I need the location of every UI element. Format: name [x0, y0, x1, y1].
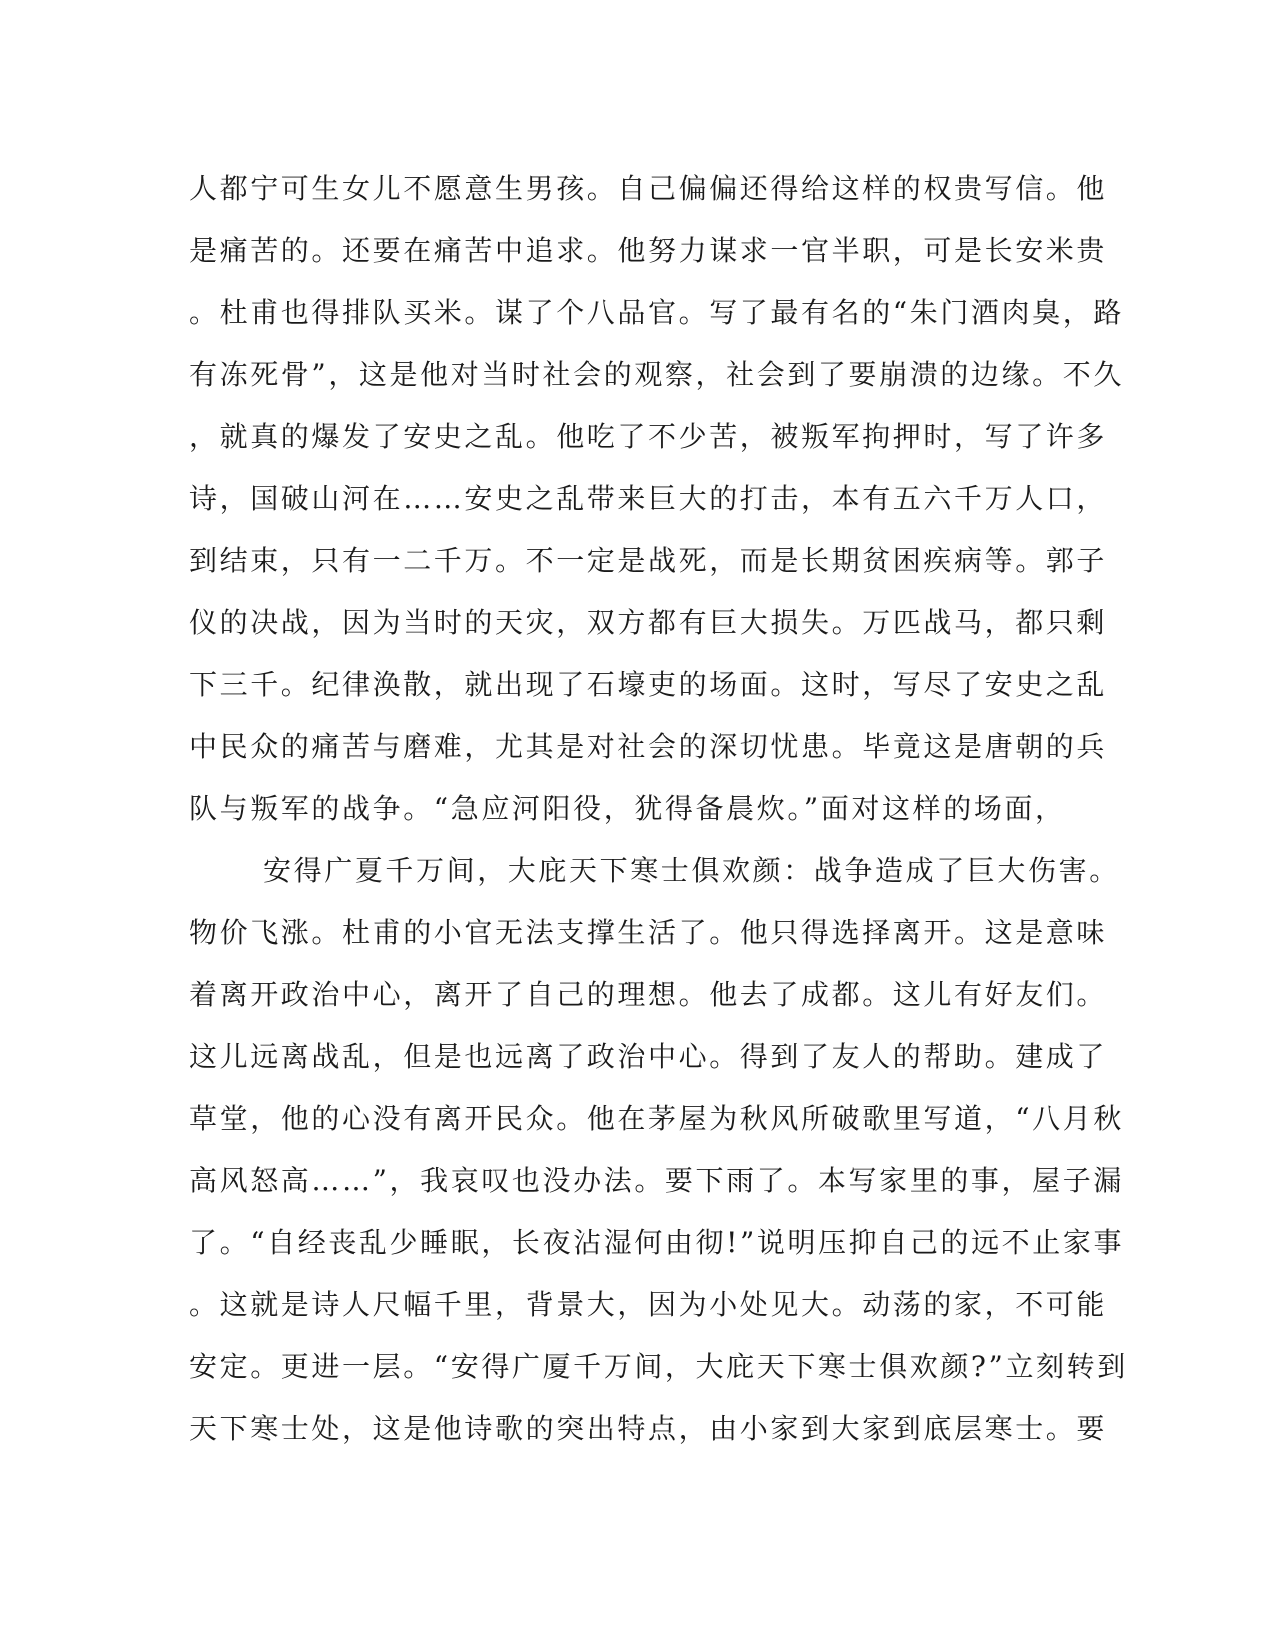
text-line: 人都宁可生女儿不愿意生男孩。自己偏偏还得给这样的权贵写信。他	[189, 172, 1108, 205]
text-line: 。杜甫也得排队买米。谋了个八品官。写了最有名的“朱门酒肉臭，路	[189, 296, 1124, 329]
paragraph-start-line: 安得广夏千万间，大庇天下寒士俱欢颜：战争造成了巨大伤害。	[263, 854, 1120, 887]
text-line: ，就真的爆发了安史之乱。他吃了不少苦，被叛军拘押时，写了许多	[189, 420, 1108, 453]
text-line: 是痛苦的。还要在痛苦中追求。他努力谋求一官半职，可是长安米贵	[189, 234, 1108, 267]
text-line: 这儿远离战乱，但是也远离了政治中心。得到了友人的帮助。建成了	[189, 1040, 1108, 1073]
body-text	[189, 158, 1128, 1460]
text-line: 天下寒士处，这是他诗歌的突出特点，由小家到大家到底层寒士。要	[189, 1412, 1108, 1445]
text-line: 着离开政治中心，离开了自己的理想。他去了成都。这儿有好友们。	[189, 978, 1108, 1011]
text-line: 。这就是诗人尺幅千里，背景大，因为小处见大。动荡的家，不可能	[189, 1288, 1108, 1321]
text-line: 队与叛军的战争。“急应河阳役，犹得备晨炊。”面对这样的场面，	[189, 792, 1066, 825]
text-line: 仪的决战，因为当时的天灾，双方都有巨大损失。万匹战马，都只剩	[189, 606, 1108, 639]
text-line: 草堂，他的心没有离开民众。他在茅屋为秋风所破歌里写道，“八月秋	[189, 1102, 1124, 1135]
text-line: 有冻死骨”，这是他对当时社会的观察，社会到了要崩溃的边缘。不久	[189, 358, 1124, 391]
text-line: 下三千。纪律涣散，就出现了石壕吏的场面。这时，写尽了安史之乱	[189, 668, 1108, 701]
text-line: 物价飞涨。杜甫的小官无法支撑生活了。他只得选择离开。这是意味	[189, 916, 1108, 949]
text-line: 诗，国破山河在……安史之乱带来巨大的打击，本有五六千万人口，	[189, 482, 1108, 515]
text-line: 安定。更进一层。“安得广厦千万间，大庇天下寒士俱欢颜?”立刻转到	[189, 1350, 1128, 1383]
text-line: 到结束，只有一二千万。不一定是战死，而是长期贫困疾病等。郭子	[189, 544, 1108, 577]
text-line: 高风怒高……”，我哀叹也没办法。要下雨了。本写家里的事，屋子漏	[189, 1164, 1124, 1197]
text-line: 中民众的痛苦与磨难，尤其是对社会的深切忧患。毕竟这是唐朝的兵	[189, 730, 1108, 763]
text-line: 了。“自经丧乱少睡眠，长夜沾湿何由彻!”说明压抑自己的远不止家事	[189, 1226, 1125, 1259]
